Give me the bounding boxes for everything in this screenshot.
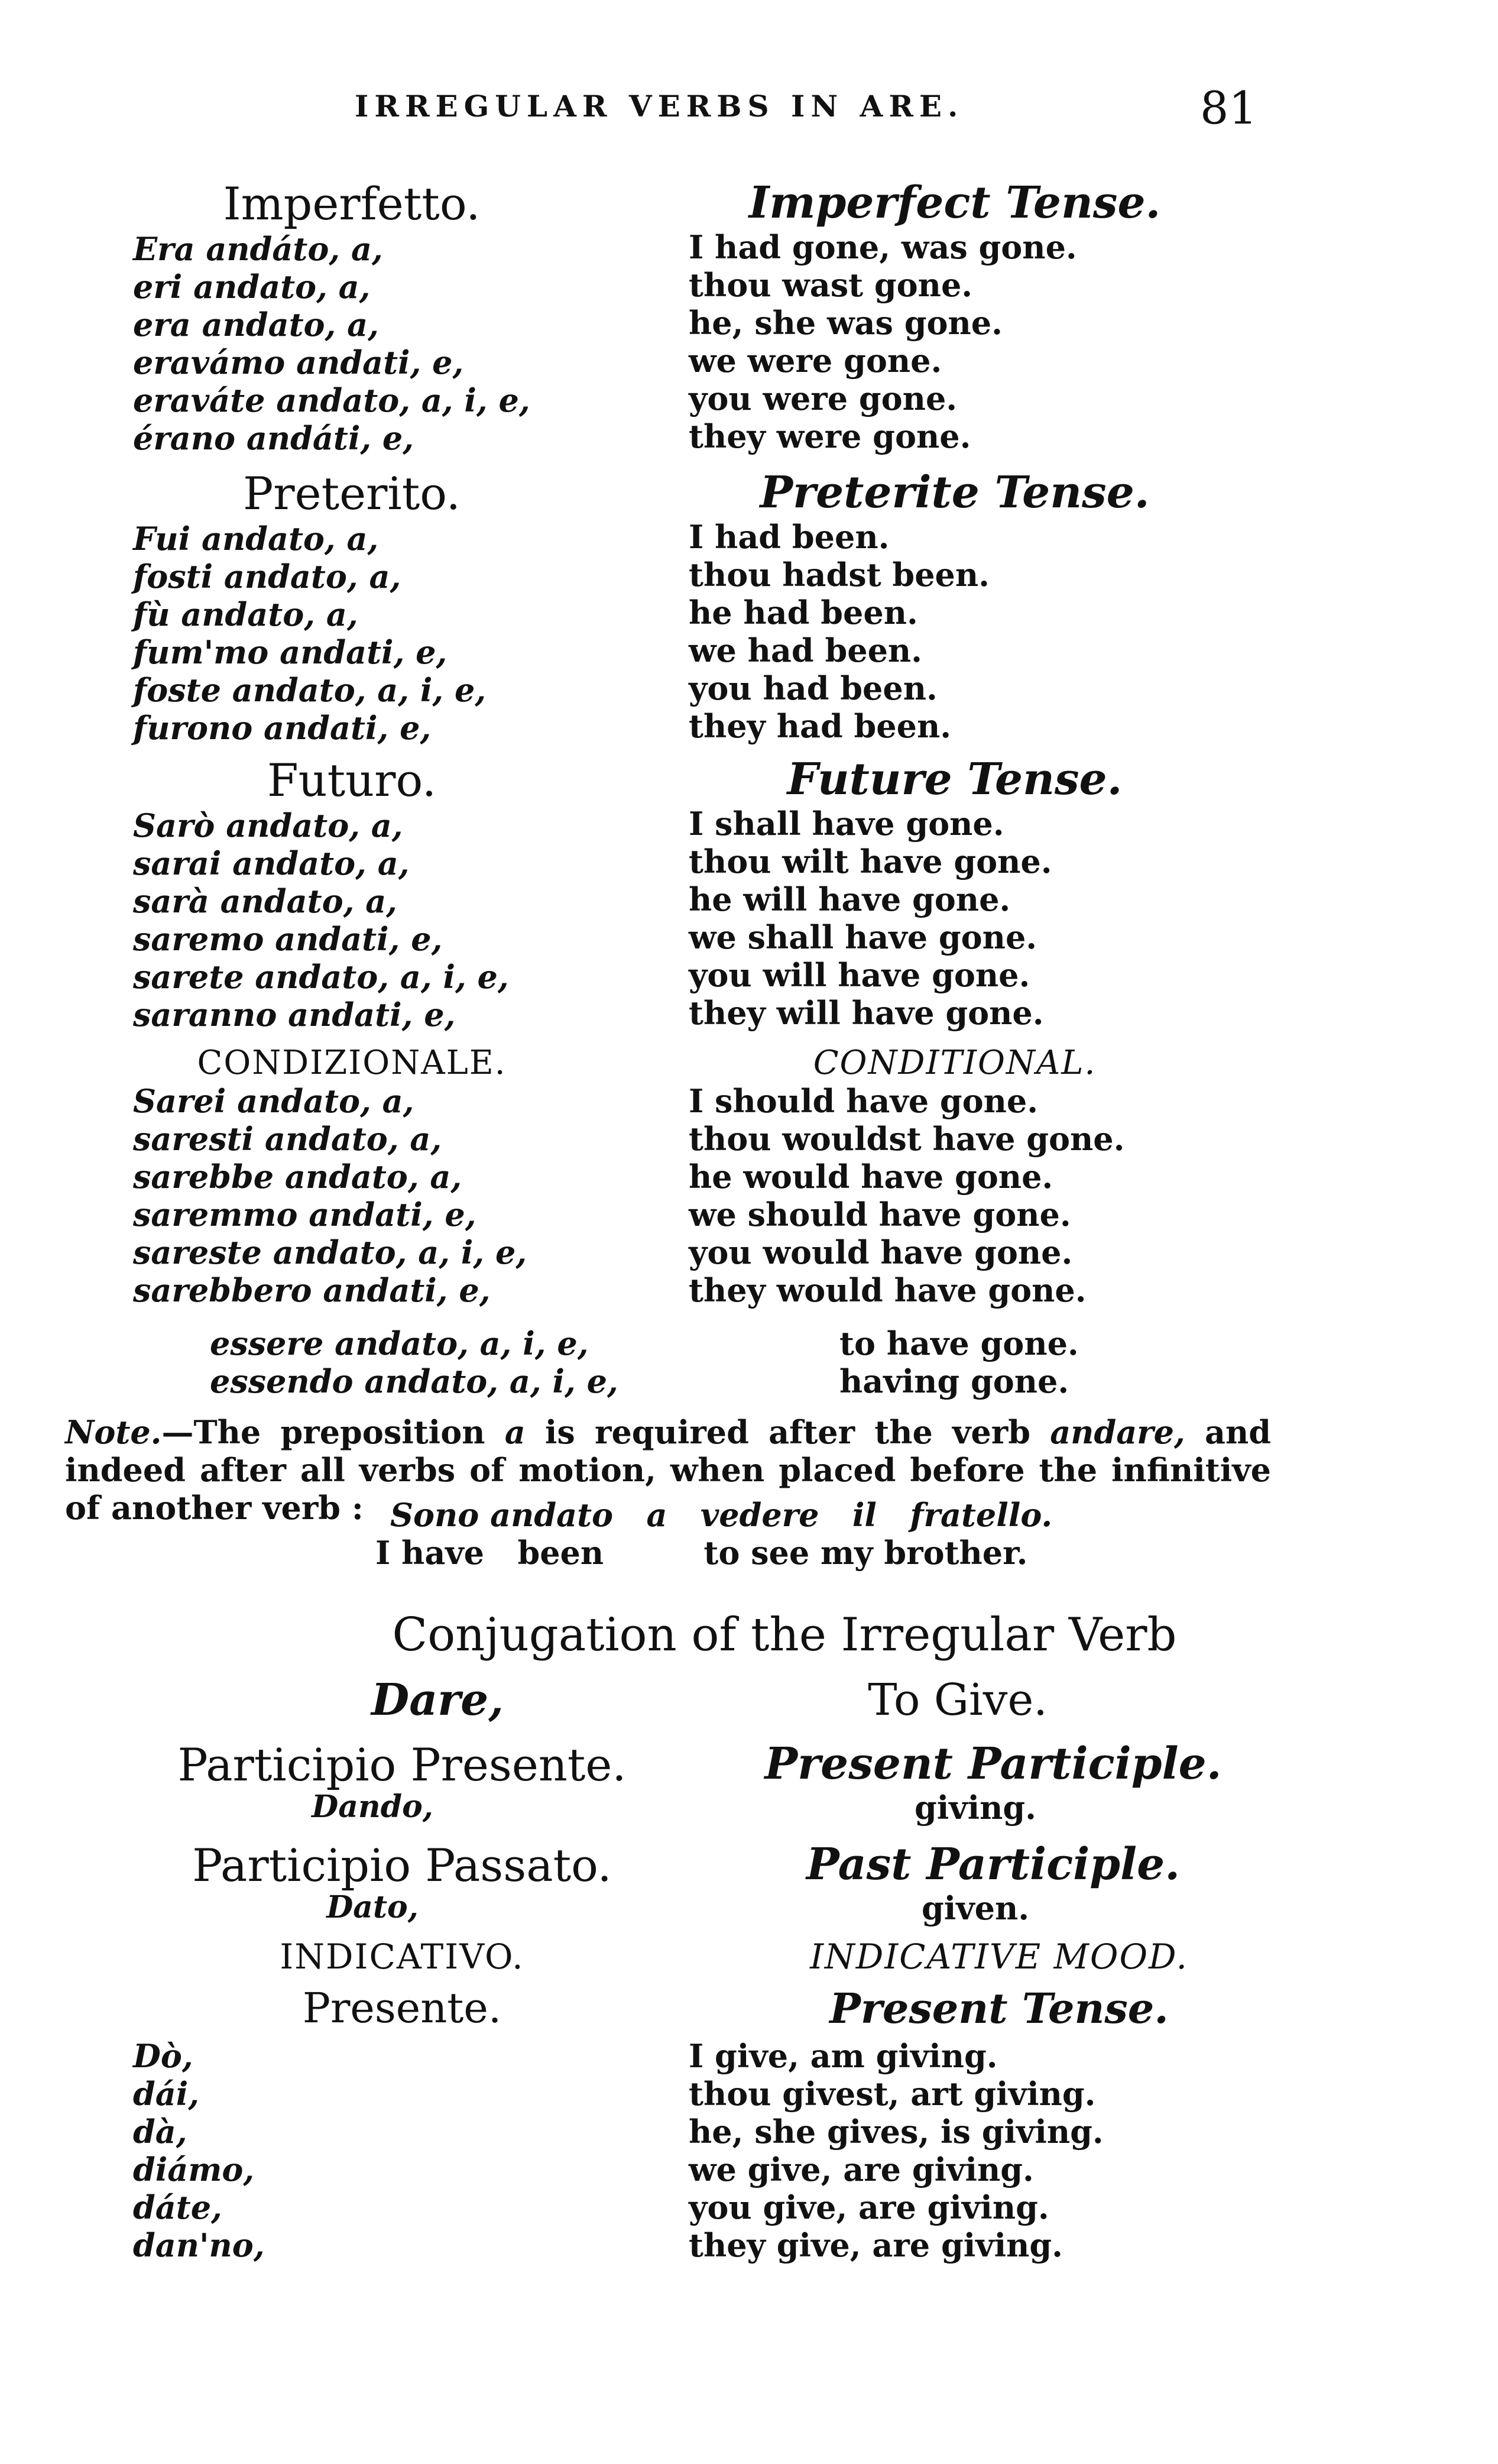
conjugation-line-en: I shall have gone. (689, 805, 1004, 843)
conjugation-line-en: thou wast gone. (689, 266, 973, 304)
conjugation-title: Conjugation of the Irregular Verb (392, 1608, 1177, 1662)
conjugation-line-it: fosti andato, a, (133, 558, 401, 595)
conjugation-line-it: fù andato, a, (133, 595, 358, 633)
conjugation-line-en: I should have gone. (689, 1082, 1039, 1120)
conjugation-line-en: you had been. (689, 669, 938, 707)
infinitive-en (839, 1325, 1079, 1400)
past-participle-en: Past Participle. (806, 1839, 1180, 1890)
conjugation-line-en: they were gone. (689, 417, 971, 455)
mood-en: INDICATIVE MOOD. (810, 1937, 1188, 1977)
infinitive-line-it: essendo andato, a, i, e, (210, 1362, 618, 1400)
conjugation-line-it: Sarò andato, a, (133, 807, 403, 844)
conjugation-line-it: saranno andati, e, (133, 996, 456, 1034)
note-word: andare, (1050, 1413, 1185, 1451)
tense-en: Present Tense. (829, 1984, 1169, 2033)
section-title-en: Preterite Tense. (760, 467, 1150, 518)
conjugation-line-en: they had been. (689, 707, 952, 745)
conjugation-line-it: dan'no, (133, 2226, 265, 2264)
section-future-en (689, 754, 1221, 1032)
example-sentence-en: I have been to see my brother. (375, 1534, 1028, 1572)
conjugation-line-en: we had been. (689, 632, 922, 669)
note-word: a (504, 1413, 526, 1451)
conjugation-line-en: you would have gone. (689, 1233, 1073, 1271)
conjugation-line-it: Sarei andato, a, (133, 1082, 414, 1120)
tense-it: Presente. (302, 1984, 502, 2032)
present-forms-en (689, 2037, 1104, 2264)
conjugation-line-it: saremo andati, e, (133, 920, 443, 958)
section-title-en: CONDITIONAL. (813, 1044, 1097, 1082)
conjugation-line-it: foste andato, a, i, e, (133, 671, 487, 709)
section-condizionale-it (133, 1044, 570, 1309)
conjugation-line-en: we shall have gone. (689, 918, 1037, 956)
section-title-it: Preterito. (243, 467, 461, 520)
conjugation-line-en: we give, are giving. (689, 2151, 1034, 2188)
verb-en: To Give. (868, 1675, 1048, 1725)
conjugation-line-it: saresti andato, a, (133, 1120, 442, 1158)
note-lead: Note. (65, 1413, 162, 1451)
conjugation-line-it: sareste andato, a, i, e, (133, 1233, 527, 1271)
present-participle-form-it: Dando, (312, 1789, 433, 1825)
note-text: —The preposition (161, 1413, 505, 1451)
conjugation-line-it: sarà andato, a, (133, 882, 397, 920)
conjugation-line-en: he would have gone. (689, 1158, 1053, 1196)
conjugation-line-en: I give, am giving. (689, 2037, 998, 2075)
conjugation-line-it: fum'mo andati, e, (133, 633, 448, 671)
conjugation-line-it: era andato, a, (133, 306, 379, 344)
conjugation-line-en: he will have gone. (689, 880, 1011, 918)
infinitive-line-en: having gone. (839, 1362, 1069, 1400)
section-title-it: Futuro. (267, 754, 437, 807)
conjugation-line-it: sarai andato, a, (133, 844, 410, 882)
conjugation-line-it: dà, (133, 2113, 187, 2151)
conjugation-line-en: you were gone. (689, 380, 958, 417)
section-preterite-en (689, 467, 1221, 745)
running-title: IRREGULAR VERBS IN ARE. (355, 89, 964, 124)
conjugation-line-en: we should have gone. (689, 1196, 1071, 1233)
conjugation-line-en: they would have gone. (689, 1271, 1087, 1309)
conjugation-line-en: you will have gone. (689, 956, 1030, 994)
infinitive-line-en: to have gone. (839, 1325, 1079, 1362)
section-futuro-it (133, 754, 570, 1034)
past-participle-form-en: given. (921, 1889, 1030, 1927)
past-participle-form-it: Dato, (326, 1889, 419, 1925)
conjugation-line-it: érano andáti, e, (133, 419, 414, 457)
note-text: and indeed after all verbs of motion, when placed before the infinitive of another verb : (65, 1413, 1272, 1527)
conjugation-line-en: you give, are giving. (689, 2188, 1049, 2226)
verb-it: Dare, (371, 1675, 504, 1725)
section-title-en: Imperfect Tense. (748, 177, 1161, 228)
conjugation-line-en: thou givest, art giving. (689, 2075, 1096, 2113)
conjugation-line-en: they give, are giving. (689, 2226, 1063, 2264)
conjugation-line-en: he, she gives, is giving. (689, 2113, 1104, 2151)
note-text: is required after the verb (525, 1413, 1050, 1451)
conjugation-line-it: sarete andato, a, i, e, (133, 958, 509, 996)
section-imperfect-en (689, 177, 1221, 455)
conjugation-line-en: we were gone. (689, 342, 942, 380)
present-participle-en: Present Participle. (764, 1738, 1222, 1789)
infinitive-line-it: essere andato, a, i, e, (210, 1325, 589, 1362)
section-preterito-it (133, 467, 570, 747)
conjugation-line-en: I had gone, was gone. (689, 228, 1077, 266)
conjugation-line-en: thou hadst been. (689, 556, 990, 594)
present-participle-form-en: giving. (915, 1789, 1036, 1827)
conjugation-line-en: they will have gone. (689, 994, 1044, 1032)
section-conditional-en (689, 1044, 1221, 1309)
conjugation-line-it: eraváte andato, a, i, e, (133, 381, 530, 419)
example-sentence-it: Sono andato a vedere il fratello. (390, 1496, 1053, 1534)
conjugation-line-en: I had been. (689, 518, 890, 556)
section-title-it: Imperfetto. (223, 177, 481, 230)
past-participle-it: Participio Passato. (192, 1839, 612, 1892)
conjugation-line-en: he, she was gone. (689, 304, 1003, 342)
conjugation-line-it: Fui andato, a, (133, 520, 379, 558)
conjugation-line-it: saremmo andati, e, (133, 1196, 476, 1233)
conjugation-line-it: dái, (133, 2075, 200, 2113)
conjugation-line-it: sarebbe andato, a, (133, 1158, 462, 1196)
section-title-it: CONDIZIONALE. (197, 1044, 507, 1082)
conjugation-line-it: dáte, (133, 2188, 222, 2226)
section-title-en: Future Tense. (787, 754, 1123, 805)
conjugation-line-en: he had been. (689, 594, 918, 632)
conjugation-line-it: Era andáto, a, (133, 230, 383, 268)
section-imperfetto-it (133, 177, 570, 457)
conjugation-line-it: Dò, (133, 2037, 193, 2075)
page-number: 81 (1200, 82, 1257, 134)
conjugation-line-it: eri andato, a, (133, 268, 371, 306)
conjugation-line-it: diámo, (133, 2151, 255, 2188)
present-participle-it: Participio Presente. (177, 1738, 627, 1791)
conjugation-line-en: thou wouldst have gone. (689, 1120, 1125, 1158)
conjugation-line-it: eravámo andati, e, (133, 344, 464, 381)
conjugation-line-it: furono andati, e, (133, 709, 432, 747)
mood-it: INDICATIVO. (280, 1937, 524, 1977)
conjugation-line-it: sarebbero andati, e, (133, 1271, 491, 1309)
present-forms-it (133, 2037, 265, 2264)
infinitive-it (210, 1325, 618, 1400)
conjugation-line-en: thou wilt have gone. (689, 843, 1052, 880)
